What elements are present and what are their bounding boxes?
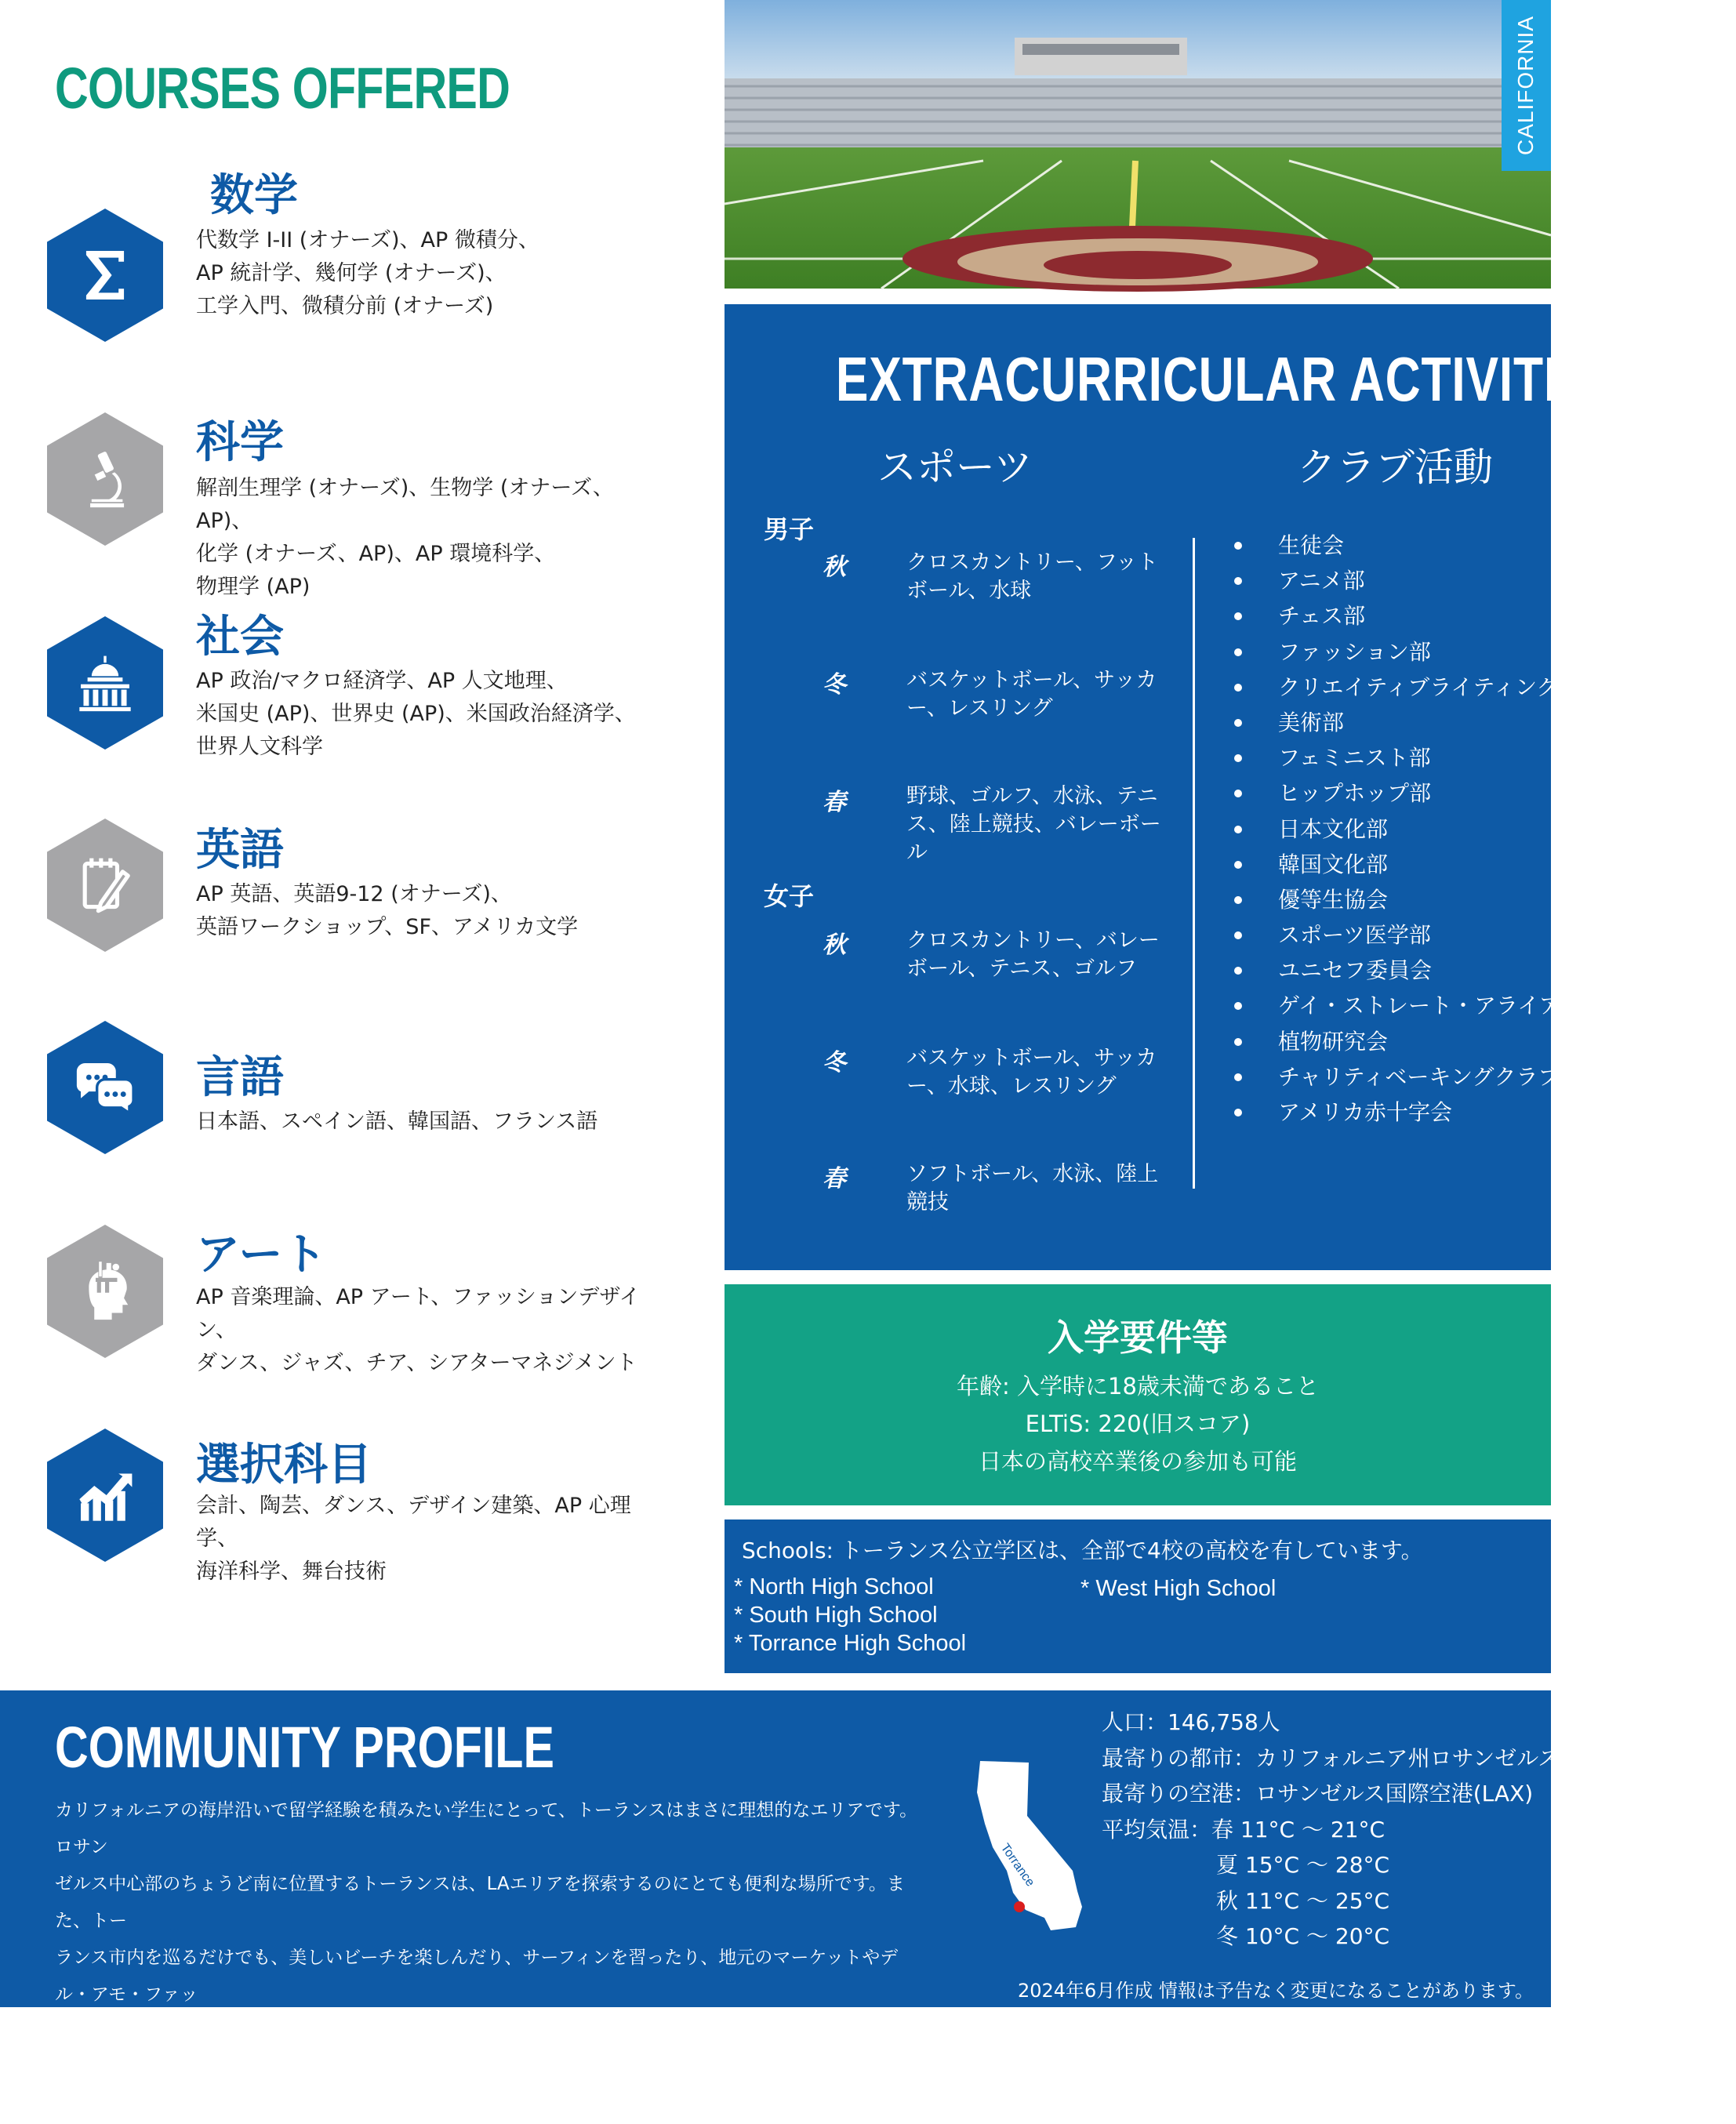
temp-spring: 平均気温：春 11°C ～ 21°C <box>1102 1816 1386 1843</box>
california-map-icon <box>972 1753 1090 1949</box>
subject-title: 選択科目 <box>196 1440 372 1490</box>
subject-description: AP 政治/マクロ経済学、AP 人文地理、 米国史 (AP)、世界史 (AP)、米国政治経済学、 世界人文科学 <box>196 669 636 759</box>
school-item: * South High School <box>734 1603 938 1628</box>
sports-list: バスケットボール、サッカー、水球、レスリング <box>906 1046 1157 1098</box>
requirements-title: 入学要件等 <box>1048 1316 1228 1359</box>
subject-title: 数学 <box>210 170 298 221</box>
school-item: * West High School <box>1080 1576 1277 1601</box>
nearest-airport: 最寄りの空港：ロサンゼルス国際空港(LAX) <box>1102 1781 1534 1806</box>
season-label: 冬 <box>823 671 846 699</box>
requirement-line: 日本の高校卒業後の参加も可能 <box>978 1448 1297 1475</box>
girls-label: 女子 <box>764 881 815 911</box>
community-stats <box>1102 1705 1560 1955</box>
boys-label: 男子 <box>764 514 815 544</box>
temp-autumn: 秋 11°C ～ 25°C <box>1216 1887 1390 1914</box>
requirement-line: ELTiS: 220(旧スコア) <box>1025 1411 1251 1437</box>
sports-list: バスケットボール、サッカー、レスリング <box>906 668 1157 721</box>
subject-title: 英語 <box>196 825 284 876</box>
subject-title: 科学 <box>196 417 284 468</box>
extracurricular-panel: EXTRACURRICULAR ACTIVITIES スポーツ クラブ活動 男子 秋 クロスカントリー、フットボール、水球 冬 バスケットボール、サッカー、レスリング 春 野球、ゴルフ、水泳、テニス、陸上競技、バレーボール 女子 秋 クロスカントリー、バレーボール、テニス、ゴルフ 冬 バスケットボール、サッカー、水球、レスリング 春 ソフトボール、水泳、陸上競技 生徒会 アニメ部 チェス部 ファッション部 クリエイティブライティング 美術部 フェミニスト部 ヒップホップ部 日本文化部 韓国文化部 優等生協会 スポーツ医学部 ユニセフ委員会 ゲイ・ストレート・アライアンス 植物研究会 チャリティベーキングクラブ アメリカ赤十字会 <box>725 304 1551 1270</box>
microscope-icon <box>47 412 163 546</box>
clubs-heading: クラブ活動 <box>1297 445 1493 490</box>
season-label: 秋 <box>823 554 846 581</box>
sigma-icon <box>47 209 163 342</box>
extracurricular-title: EXTRACURRICULAR ACTIVITIES <box>835 344 1625 414</box>
schools-panel <box>725 1519 1551 1673</box>
subject-title: 言語 <box>196 1052 284 1103</box>
map-city-label: Torrance <box>997 1841 1037 1890</box>
requirement-line: 年齢: 入学時に18歳未満であること <box>957 1373 1319 1400</box>
california-label: CALIFORNIA <box>1513 15 1538 156</box>
season-label: 秋 <box>823 931 846 959</box>
subject-description: 代数学 I-II (オナーズ)、AP 微積分、 AP 統計学、幾何学 (オナーズ)、 工学入門、微積分前 (オナーズ) <box>196 228 539 318</box>
subject-title: アート <box>196 1229 327 1280</box>
sports-heading: スポーツ <box>877 445 1033 490</box>
school-item: * North High School <box>734 1574 934 1599</box>
schools-intro: Schools: トーランス公立学区は、全部で4校の高校を有しています。 <box>742 1538 1423 1563</box>
season-label: 春 <box>823 789 846 816</box>
column-divider <box>1193 538 1195 1189</box>
temp-summer: 夏 15°C ～ 28°C <box>1216 1852 1390 1878</box>
season-label: 冬 <box>823 1049 846 1077</box>
community-title: COMMUNITY PROFILE <box>55 1715 554 1780</box>
subject-description: AP 音楽理論、AP アート、ファッションデザイン、 ダンス、ジャズ、チア、シアターマネジメント <box>196 1285 641 1375</box>
sports-list: クロスカントリー、バレーボール、テニス、ゴルフ <box>906 928 1160 981</box>
requirements-panel <box>725 1284 1551 1505</box>
community-description: カリフォルニアの海岸沿いで留学経験を積みたい学生にとって、トーランスはまさに理想的なエリアです。ロサン ゼルス中心部のちょうど南に位置するトーランスは、LAエリアを探索するのにとても便利な場所です。また、トー ランス市内を巡るだけでも、美しいビーチを楽しんだり、サーフィンを習ったり、地元のマーケットやデル・アモ・ファッ ション・センターで買い物をしたり、さらには素晴らしいレストランで食事をしたりと、見どころやアクティビティに事 欠かず、ロサンゼルスでも有数の都市を満喫することができます。 <box>55 1800 919 2115</box>
sports-list: クロスカントリー、フットボール、水球 <box>906 550 1159 603</box>
notepad-pencil-icon <box>47 819 163 952</box>
subject-description: AP 英語、英語9-12 (オナーズ)、 英語ワークショップ、SF、アメリカ文学 <box>196 882 579 939</box>
subject-description: 会計、陶芸、ダンス、デザイン建築、AP 心理学、 海洋科学、舞台技術 <box>196 1494 631 1584</box>
subject-title: 社会 <box>196 612 284 663</box>
stadium-photo <box>725 0 1551 289</box>
temp-winter: 冬 10°C ～ 20°C <box>1216 1923 1390 1949</box>
sports-list: ソフトボール、水泳、陸上競技 <box>906 1162 1159 1214</box>
footer-note: 2024年6月作成 情報は予告なく変更になることがあります。 <box>1017 1980 1534 2002</box>
sports-list: 野球、ゴルフ、水泳、テニス、陸上競技、バレーボール <box>906 784 1161 865</box>
school-item: * Torrance High School <box>734 1631 967 1656</box>
courses-title: COURSES OFFERED <box>55 56 510 121</box>
chat-bubbles-icon <box>47 1021 163 1154</box>
subject-description: 日本語、スペイン語、韓国語、フランス語 <box>196 1109 598 1134</box>
community-profile <box>0 1690 1560 2115</box>
growth-chart-icon <box>47 1429 163 1562</box>
population: 人口：146,758人 <box>1102 1709 1280 1735</box>
capitol-building-icon <box>47 616 163 750</box>
nearest-city: 最寄りの都市：カリフォルニア州ロサンゼルス <box>1102 1745 1560 1771</box>
subject-description: 解剖生理学 (オナーズ)、生物学 (オナーズ、AP)、 化学 (オナーズ、AP)、AP 環境科学、 物理学 (AP) <box>196 476 614 599</box>
creative-head-icon <box>47 1225 163 1358</box>
california-tag <box>1502 0 1551 171</box>
season-label: 春 <box>823 1165 846 1193</box>
